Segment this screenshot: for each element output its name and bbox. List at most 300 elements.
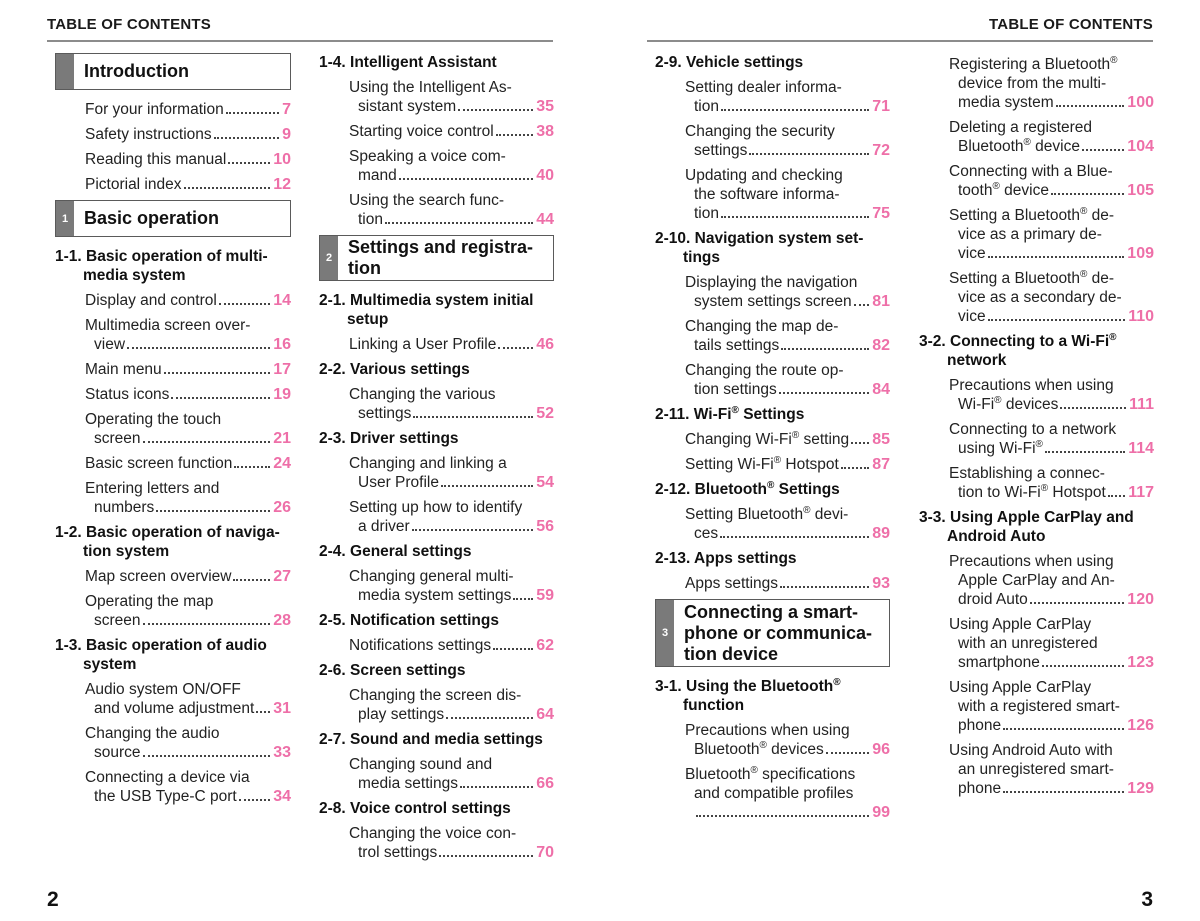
- toc-entry[interactable]: [919, 678, 1154, 735]
- toc-entry-row: [85, 385, 291, 404]
- subsection-title-s1_4[interactable]: 1-4. Intelligent Assistant: [319, 54, 497, 71]
- toc-entry[interactable]: [919, 206, 1154, 263]
- toc-entry-row: [85, 150, 291, 169]
- toc-entry-text: the USB Type-C port: [94, 788, 237, 805]
- toc-entry[interactable]: [655, 574, 890, 593]
- toc-entry[interactable]: [319, 147, 554, 185]
- toc-entry[interactable]: [55, 100, 291, 119]
- toc-entry-row: [685, 292, 890, 311]
- subsection-title-s2_13[interactable]: 2-13. Apps settings: [655, 550, 797, 567]
- toc-entry-text: Linking a User Profile: [349, 336, 497, 353]
- toc-page-number: 84: [872, 381, 890, 398]
- toc-entry[interactable]: [919, 55, 1154, 112]
- leader-dots: [256, 711, 270, 713]
- toc-page-number: 33: [273, 744, 291, 761]
- toc-entry-row: [85, 567, 291, 586]
- leader-dots: [460, 786, 533, 788]
- toc-entry-row: [685, 524, 890, 543]
- toc-entry-row: [349, 97, 554, 116]
- toc-entry-line: Precautions when using: [949, 553, 1114, 570]
- toc-entry-text: mand: [358, 167, 397, 184]
- toc-page-number: 46: [536, 336, 554, 353]
- subsection-title-s2_1[interactable]: 2-1. Multimedia system initial setup: [319, 292, 534, 328]
- toc-entry-line: Precautions when using: [685, 722, 850, 739]
- toc-entry-text: tooth® device: [958, 180, 1049, 199]
- toc-page-number: 123: [1127, 654, 1154, 671]
- toc-page-number: 96: [872, 741, 890, 758]
- toc-entry-row: [949, 137, 1154, 156]
- toc-entry-text: settings: [694, 142, 748, 159]
- toc-entry-text: view: [94, 336, 126, 353]
- section-title: Settings and registra- tion: [348, 237, 534, 278]
- leader-dots: [441, 485, 533, 487]
- toc-entry[interactable]: [655, 430, 890, 449]
- toc-page-number: 99: [872, 804, 890, 821]
- toc-entry-line: Setting up how to identify: [349, 499, 523, 516]
- leader-dots: [1056, 105, 1125, 107]
- toc-page-number: 38: [536, 123, 554, 140]
- toc-entry[interactable]: [55, 360, 291, 379]
- toc-entry-line: Changing the route op-: [685, 362, 844, 379]
- toc-entry-row: [685, 430, 890, 449]
- toc-entry[interactable]: [655, 273, 890, 311]
- toc-page-number: 70: [536, 844, 554, 861]
- running-header-left: TABLE OF CONTENTS: [47, 16, 211, 33]
- toc-entry-line: Using Apple CarPlay: [949, 679, 1092, 696]
- header-rule-right: [647, 40, 1153, 42]
- section-header-s2[interactable]: [319, 235, 554, 281]
- leader-dots: [143, 623, 271, 625]
- toc-entry-line: Changing the security: [685, 123, 835, 140]
- leader-dots: [127, 347, 270, 349]
- toc-entry-row: [949, 590, 1154, 609]
- page-number-left: 2: [47, 888, 59, 911]
- toc-column-2: [319, 53, 554, 868]
- toc-entry-line: Operating the touch: [85, 411, 222, 428]
- toc-entry[interactable]: [655, 78, 890, 116]
- toc-entry[interactable]: [55, 410, 291, 448]
- leader-dots: [988, 256, 1125, 258]
- toc-entry-row: [85, 611, 291, 630]
- toc-page-number: 27: [273, 568, 291, 585]
- toc-entry-row: [949, 653, 1154, 672]
- toc-entry-row: [85, 429, 291, 448]
- toc-entry[interactable]: [319, 454, 554, 492]
- leader-dots: [721, 109, 869, 111]
- toc-entry-row: [85, 498, 291, 517]
- toc-entry[interactable]: [55, 592, 291, 630]
- toc-page-number: 87: [872, 456, 890, 473]
- toc-entry-row: [685, 336, 890, 355]
- leader-dots: [1030, 602, 1124, 604]
- toc-page-number: 66: [536, 775, 554, 792]
- toc-column-3: [655, 53, 890, 828]
- toc-entry-text: Safety instructions: [85, 126, 212, 143]
- toc-page-number: 56: [536, 518, 554, 535]
- toc-entry[interactable]: [319, 567, 554, 605]
- toc-entry-row: [349, 636, 554, 655]
- toc-entry-text: phone: [958, 717, 1002, 734]
- leader-dots: [493, 648, 533, 650]
- toc-entry[interactable]: [919, 118, 1154, 156]
- toc-entry-text: tion to Wi-Fi® Hotspot: [958, 482, 1106, 501]
- toc-entry-line: Speaking a voice com-: [349, 148, 506, 165]
- leader-dots: [1108, 495, 1125, 497]
- leader-dots: [1051, 193, 1124, 195]
- toc-page-number: 10: [273, 151, 291, 168]
- leader-dots: [412, 529, 534, 531]
- toc-entry[interactable]: [55, 175, 291, 194]
- subsection-title-s2_7[interactable]: 2-7. Sound and media settings: [319, 731, 543, 748]
- toc-entry-line: Precautions when using: [949, 377, 1114, 394]
- toc-entry-row: [349, 335, 554, 354]
- leader-dots: [1003, 791, 1124, 793]
- toc-entry[interactable]: [655, 166, 890, 223]
- toc-entry-row: [349, 210, 554, 229]
- subsection-title-s2_9[interactable]: 2-9. Vehicle settings: [655, 54, 804, 71]
- toc-entry[interactable]: [55, 125, 291, 144]
- section-tab: 3: [656, 600, 674, 666]
- toc-entry[interactable]: [55, 316, 291, 354]
- toc-entry-line: Changing the map de-: [685, 318, 839, 335]
- leader-dots: [234, 466, 270, 468]
- toc-page-number: 59: [536, 587, 554, 604]
- toc-entry-line: Changing the audio: [85, 725, 220, 742]
- subsection-title-s1_3[interactable]: 1-3. Basic operation of audio system: [55, 637, 267, 673]
- toc-entry-row: [949, 244, 1154, 263]
- toc-page-number: 72: [872, 142, 890, 159]
- toc-entry-text: smartphone: [958, 654, 1040, 671]
- toc-entry[interactable]: [55, 567, 291, 586]
- toc-entry-row: [685, 97, 890, 116]
- toc-entry[interactable]: [655, 122, 890, 160]
- toc-page-number: 34: [273, 788, 291, 805]
- toc-entry[interactable]: [319, 636, 554, 655]
- toc-entry[interactable]: [55, 150, 291, 169]
- toc-entry-text: tion: [694, 205, 719, 222]
- toc-entry-line: Operating the map: [85, 593, 214, 610]
- leader-dots: [1045, 451, 1125, 453]
- toc-page-number: 126: [1127, 717, 1154, 734]
- toc-entry[interactable]: [919, 464, 1154, 502]
- toc-entry-row: [685, 204, 890, 223]
- toc-entry[interactable]: [919, 420, 1154, 458]
- leader-dots: [721, 216, 869, 218]
- toc-entry[interactable]: [919, 615, 1154, 672]
- toc-entry-line: and compatible profiles: [694, 785, 854, 802]
- toc-entry-row: [949, 181, 1154, 200]
- toc-entry-row: [85, 175, 291, 194]
- toc-page-number: 81: [872, 293, 890, 310]
- leader-dots: [214, 137, 279, 139]
- toc-entry[interactable]: [919, 376, 1154, 414]
- toc-entry[interactable]: [655, 721, 890, 759]
- toc-entry-text: media system settings: [358, 587, 512, 604]
- toc-page-number: 105: [1127, 182, 1154, 199]
- toc-entry-text: droid Auto: [958, 591, 1028, 608]
- page-number-right: 3: [1141, 888, 1153, 911]
- toc-entry[interactable]: [55, 454, 291, 473]
- toc-entry-text: a driver: [358, 518, 410, 535]
- toc-entry-text: Main menu: [85, 361, 162, 378]
- toc-entry[interactable]: [655, 765, 890, 822]
- toc-entry-line: Using Apple CarPlay: [949, 616, 1092, 633]
- leader-dots: [988, 319, 1126, 321]
- toc-entry[interactable]: [919, 552, 1154, 609]
- toc-entry-line: Connecting a device via: [85, 769, 250, 786]
- leader-dots: [513, 598, 533, 600]
- toc-entry-text: media system: [958, 94, 1054, 111]
- toc-entry[interactable]: [655, 317, 890, 355]
- subsection-title-s2_11[interactable]: 2-11. Wi-Fi® Settings: [655, 404, 805, 423]
- toc-entry-row: [85, 454, 291, 473]
- section-title: Basic operation: [84, 208, 220, 228]
- toc-entry-row: [949, 395, 1154, 414]
- subsection-title-s2_8[interactable]: 2-8. Voice control settings: [319, 800, 511, 817]
- toc-entry-text: Apps settings: [685, 575, 779, 592]
- toc-entry[interactable]: [55, 291, 291, 310]
- toc-entry-line: Setting dealer informa-: [685, 79, 842, 96]
- subsection-title-s2_5[interactable]: 2-5. Notification settings: [319, 612, 499, 629]
- toc-entry-row: [949, 483, 1154, 502]
- toc-entry-text: tails settings: [694, 337, 780, 354]
- toc-page-number: 9: [282, 126, 291, 143]
- leader-dots: [826, 752, 869, 754]
- toc-entry-line: device from the multi-: [958, 75, 1107, 92]
- subsection-title-s3_3[interactable]: 3-3. Using Apple CarPlay and Android Auto: [919, 509, 1134, 545]
- subsection-title-s1_2[interactable]: 1-2. Basic operation of naviga- tion system: [55, 524, 280, 560]
- toc-page-number: 52: [536, 405, 554, 422]
- toc-page-number: 21: [273, 430, 291, 447]
- toc-entry-row: [85, 360, 291, 379]
- leader-dots: [226, 112, 279, 114]
- toc-entry[interactable]: [919, 162, 1154, 200]
- toc-entry-text: For your information: [85, 101, 224, 118]
- leader-dots: [498, 347, 533, 349]
- toc-entry-line: Using the search func-: [349, 192, 505, 209]
- toc-entry[interactable]: [319, 755, 554, 793]
- toc-entry-line: the software informa-: [694, 186, 840, 203]
- toc-entry-text: source: [94, 744, 141, 761]
- toc-page-number: 104: [1127, 138, 1154, 155]
- leader-dots: [1060, 407, 1126, 409]
- toc-page-number: 44: [536, 211, 554, 228]
- toc-entry[interactable]: [319, 686, 554, 724]
- toc-entry-line: Changing the various: [349, 386, 496, 403]
- subsection-title-s2_10[interactable]: 2-10. Navigation system set- tings: [655, 230, 864, 266]
- section-header-intro[interactable]: [55, 53, 291, 90]
- toc-entry[interactable]: [919, 741, 1154, 798]
- toc-entry-text: ces: [694, 525, 719, 542]
- section-tab: 1: [56, 201, 74, 236]
- toc-page-number: 24: [273, 455, 291, 472]
- toc-column-4: [919, 55, 1154, 804]
- toc-entry-line: Setting Bluetooth® devi-: [685, 504, 849, 523]
- subsection-title-s2_12[interactable]: 2-12. Bluetooth® Settings: [655, 479, 840, 498]
- toc-entry-line: Connecting to a network: [949, 421, 1117, 438]
- section-tab: [56, 54, 74, 89]
- toc-entry-line: Using the Intelligent As-: [349, 79, 512, 96]
- toc-entry-line: Apple CarPlay and An-: [958, 572, 1115, 589]
- toc-entry-text: Starting voice control: [349, 123, 494, 140]
- toc-entry-line: Audio system ON/OFF: [85, 681, 241, 698]
- toc-entry-row: [949, 93, 1154, 112]
- toc-entry-line: Changing sound and: [349, 756, 493, 773]
- toc-column-1: [55, 53, 291, 812]
- toc-page-number: 93: [872, 575, 890, 592]
- header-rule-left: [47, 40, 553, 42]
- toc-entry-text: media settings: [358, 775, 458, 792]
- toc-entry-text: system settings screen: [694, 293, 852, 310]
- toc-entry[interactable]: [655, 361, 890, 399]
- subsection-title-s3_2[interactable]: 3-2. Connecting to a Wi-Fi® network: [919, 331, 1117, 369]
- leader-dots: [219, 303, 270, 305]
- toc-entry-text: vice: [958, 308, 986, 325]
- toc-entry-row: [349, 404, 554, 423]
- toc-entry-text: Bluetooth® devices: [694, 739, 824, 758]
- toc-page-number: 31: [273, 700, 291, 717]
- toc-entry-line: Updating and checking: [685, 167, 843, 184]
- toc-entry-line: Changing and linking a: [349, 455, 507, 472]
- leader-dots: [439, 855, 533, 857]
- toc-entry[interactable]: [319, 498, 554, 536]
- subsection-title-s2_4[interactable]: 2-4. General settings: [319, 543, 472, 560]
- toc-entry-line: Changing the voice con-: [349, 825, 517, 842]
- leader-dots: [780, 586, 869, 588]
- toc-entry-line: Changing general multi-: [349, 568, 514, 585]
- toc-page-number: 7: [282, 101, 291, 118]
- toc-entry-text: Wi-Fi® devices: [958, 394, 1059, 413]
- toc-entry-row: [949, 716, 1154, 735]
- toc-entry[interactable]: [319, 78, 554, 116]
- toc-entry[interactable]: [55, 479, 291, 517]
- section-title: Introduction: [84, 61, 189, 81]
- toc-entry-text: Map screen overview: [85, 568, 232, 585]
- toc-entry-text: Status icons: [85, 386, 170, 403]
- toc-entry-line: Registering a Bluetooth®: [949, 54, 1118, 73]
- toc-page-number: 16: [273, 336, 291, 353]
- subsection-title-s3_1[interactable]: 3-1. Using the Bluetooth® function: [655, 676, 841, 714]
- toc-entry-row: [949, 439, 1154, 458]
- toc-entry-row: [85, 787, 291, 806]
- toc-entry[interactable]: [919, 269, 1154, 326]
- toc-entry-row: [85, 100, 291, 119]
- toc-page-number: 64: [536, 706, 554, 723]
- toc-entry-text: Basic screen function: [85, 455, 233, 472]
- toc-entry-text: screen: [94, 430, 141, 447]
- section-header-s1[interactable]: [55, 200, 291, 237]
- subsection-title-s1_1[interactable]: 1-1. Basic operation of multi- media system: [55, 248, 268, 284]
- toc-page-number: 111: [1129, 396, 1154, 413]
- leader-dots: [496, 134, 533, 136]
- leader-dots: [854, 304, 870, 306]
- toc-entry-text: numbers: [94, 499, 155, 516]
- toc-page-number: 82: [872, 337, 890, 354]
- toc-entry[interactable]: [319, 824, 554, 862]
- toc-entry[interactable]: [55, 768, 291, 806]
- toc-entry-line: Multimedia screen over-: [85, 317, 251, 334]
- toc-entry-row: [349, 473, 554, 492]
- toc-entry[interactable]: [319, 335, 554, 354]
- toc-entry-text: vice: [958, 245, 986, 262]
- subsection-title-s2_6[interactable]: 2-6. Screen settings: [319, 662, 466, 679]
- toc-entry-row: [349, 517, 554, 536]
- toc-entry[interactable]: [319, 385, 554, 423]
- leader-dots: [446, 717, 533, 719]
- toc-entry-text: tion: [694, 98, 719, 115]
- toc-entry[interactable]: [319, 191, 554, 229]
- toc-page-number: 85: [872, 431, 890, 448]
- toc-entry-row: [685, 574, 890, 593]
- toc-entry-text: Display and control: [85, 292, 217, 309]
- toc-entry-row: [85, 125, 291, 144]
- toc-entry-text: trol settings: [358, 844, 438, 861]
- toc-entry[interactable]: [319, 122, 554, 141]
- toc-page-number: 14: [273, 292, 291, 309]
- toc-entry-line: Bluetooth® specifications: [685, 764, 856, 783]
- section-title: Connecting a smart- phone or communica- tion device: [684, 601, 873, 664]
- toc-page-number: 62: [536, 637, 554, 654]
- toc-entry-row: [349, 166, 554, 185]
- leader-dots: [458, 109, 533, 111]
- running-header-right: TABLE OF CONTENTS: [989, 16, 1153, 33]
- toc-entry-row: [85, 291, 291, 310]
- leader-dots: [851, 442, 869, 444]
- toc-entry[interactable]: [55, 680, 291, 718]
- toc-entry-line: an unregistered smart-: [958, 761, 1114, 778]
- toc-entry-text: Setting Wi-Fi® Hotspot: [685, 454, 839, 473]
- toc-entry[interactable]: [655, 505, 890, 543]
- toc-entry-text: sistant system: [358, 98, 457, 115]
- leader-dots: [1082, 149, 1124, 151]
- toc-entry-row: [685, 455, 890, 474]
- toc-entry-row: [85, 743, 291, 762]
- subsection-title-s2_3[interactable]: 2-3. Driver settings: [319, 430, 459, 447]
- toc-entry[interactable]: [655, 455, 890, 474]
- toc-page-number: 28: [273, 612, 291, 629]
- toc-page-number: 75: [872, 205, 890, 222]
- toc-entry-line: vice as a secondary de-: [958, 289, 1122, 306]
- toc-page-number: 110: [1128, 308, 1154, 325]
- toc-entry[interactable]: [55, 385, 291, 404]
- toc-entry[interactable]: [55, 724, 291, 762]
- toc-entry-line: Connecting with a Blue-: [949, 163, 1113, 180]
- toc-entry-text: User Profile: [358, 474, 439, 491]
- toc-entry-row: [349, 843, 554, 862]
- toc-entry-line: vice as a primary de-: [958, 226, 1102, 243]
- toc-entry-row: [949, 779, 1154, 798]
- toc-entry-line: Entering letters and: [85, 480, 220, 497]
- leader-dots: [696, 815, 869, 817]
- toc-page-number: 35: [536, 98, 554, 115]
- leader-dots: [171, 397, 270, 399]
- toc-page-number: 19: [273, 386, 291, 403]
- leader-dots: [184, 187, 271, 189]
- toc-entry-line: with a registered smart-: [958, 698, 1120, 715]
- toc-entry-row: [685, 740, 890, 759]
- leader-dots: [841, 467, 869, 469]
- toc-page-number: 114: [1128, 440, 1154, 457]
- toc-entry-text: Reading this manual: [85, 151, 227, 168]
- toc-entry-row: [685, 380, 890, 399]
- leader-dots: [156, 510, 270, 512]
- toc-entry-line: Establishing a connec-: [949, 465, 1105, 482]
- toc-page-number: 117: [1128, 484, 1154, 501]
- leader-dots: [1042, 665, 1124, 667]
- section-header-s3[interactable]: [655, 599, 890, 667]
- section-tab: 2: [320, 236, 338, 280]
- subsection-title-s2_2[interactable]: 2-2. Various settings: [319, 361, 470, 378]
